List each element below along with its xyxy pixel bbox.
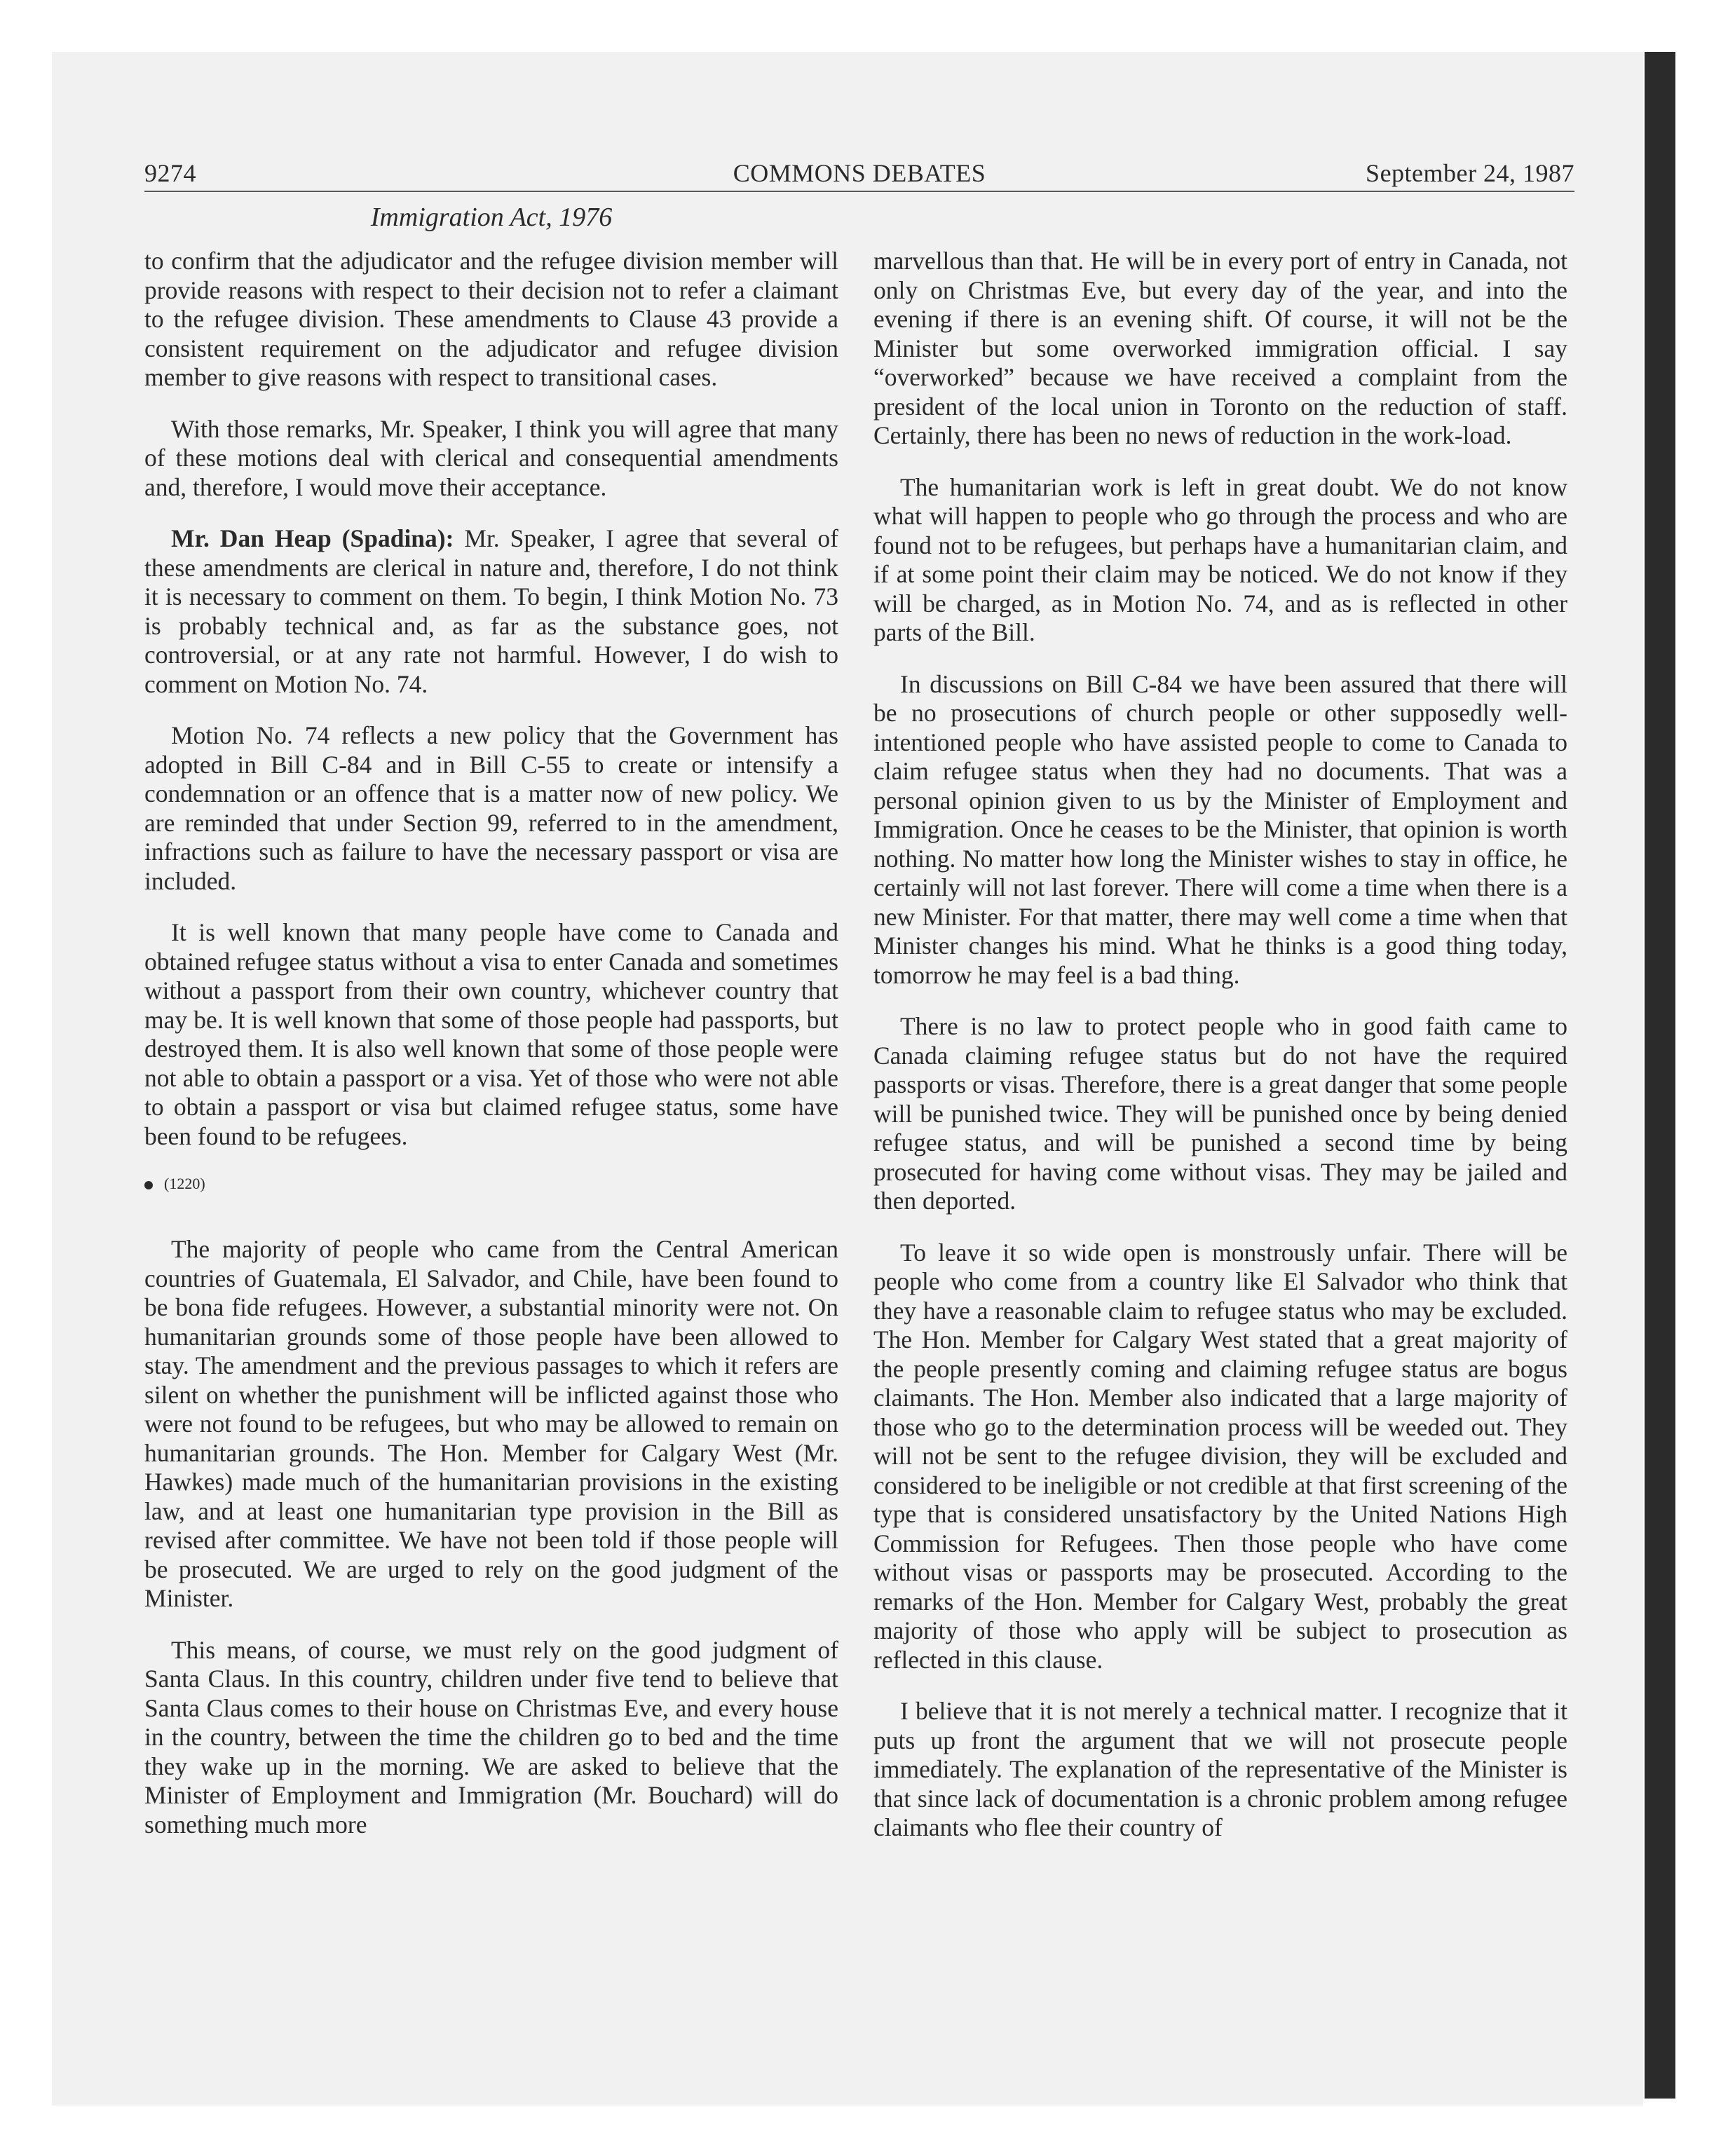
bullet-icon: [144, 1181, 153, 1189]
page-number: 9274: [144, 159, 196, 187]
speech-text: Mr. Speaker, I agree that several of these amendments are clerical in nature and, therefore, I do not think it is necessary to comment on them. To begin, I think Motion No. 73 is probably technical and, as far as the substance goes, not controversial, or at any rate not harmful. However, I do wish to comment on Motion No. 74.: [144, 524, 838, 698]
speaker-name: Mr. Dan Heap (Spadina):: [171, 524, 454, 552]
paragraph: [144, 524, 838, 699]
paragraph: to confirm that the adjudicator and the refugee division member will provide reasons with respect to their decision not to refer a claimant to the refugee division. These amendments to Clause 43 provide a consistent requirement on the adjudicator and refugee division member to give reasons with respect to transitional cases.: [144, 247, 838, 391]
time-marker-text: (1220): [164, 1175, 205, 1192]
paragraph: Motion No. 74 reflects a new policy that the Government has adopted in Bill C-84 and in Bill C-55 to create or intensify a condemnation or an offence that is a matter now of new policy. We are reminded that under Section 99, referred to in the amendment, infractions such as failure to have the necessary passport or visa are included.: [144, 721, 838, 895]
paragraph: This means, of course, we must rely on the good judgment of Santa Claus. In this country, children under five tend to believe that Santa Claus comes to their house on Christmas Eve, and every house in the country, between the time the children go to bed and the time they wake up in the morning. We are asked to believe that the Minister of Employment and Immigration (Mr. Bouchard) will do something much more: [144, 1635, 838, 1838]
time-marker: [144, 1173, 838, 1194]
paragraph: With those remarks, Mr. Speaker, I think you will agree that many of these motions deal with clerical and consequential amendments and, therefore, I would move their acceptance.: [144, 414, 838, 501]
scan-edge-shadow: [1645, 52, 1675, 2099]
running-title: Immigration Act, 1976: [370, 203, 613, 232]
left-column: [144, 247, 838, 1862]
publication-date: September 24, 1987: [1366, 159, 1574, 187]
paragraph: To leave it so wide open is monstrously unfair. There will be people who come from a country like El Salvador who think that they have a reasonable claim to refugee status who may be excluded. The Hon. Member for Calgary West stated that a great majority of the people presently coming and claiming refugee status are bogus claimants. The Hon. Member also indicated that a large majority of those who go to the determination process will be weeded out. They will not be sent to the refugee division, they will be excluded and considered to be ineligible or not credible at that first screening of the type that is considered unsatisfactory by the United Nations High Commission for Refugees. Then those people who have come without visas or passports may be prosecuted. According to the remarks of the Hon. Member for Calgary West, probably the great majority of those who apply will be subject to prosecution as reflected in this clause.: [873, 1238, 1567, 1674]
paragraph: In discussions on Bill C-84 we have been assured that there will be no prosecutions of church people or other supposedly well-intentioned people who have assisted people to come to Canada to claim refugee status when they had no documents. That was a personal opinion given to us by the Minister of Employment and Immigration. Once he ceases to be the Minister, that opinion is worth nothing. No matter how long the Minister wishes to stay in office, he certainly will not last forever. There will come a time when there is a new Minister. For that matter, there may well come a time when that Minister changes his mind. What he thinks is a good thing today, tomorrow he may feel is a bad thing.: [873, 669, 1567, 989]
paragraph: There is no law to protect people who in good faith came to Canada claiming refugee status but do not have the required passports or visas. Therefore, there is a great danger that some people will be punished twice. They will be punished once by being denied refugee status, and will be punished a second time by being prosecuted for having come without visas. They may be jailed and then deported.: [873, 1012, 1567, 1215]
publication-title: COMMONS DEBATES: [733, 159, 986, 187]
paragraph: It is well known that many people have come to Canada and obtained refugee status without a visa to enter Canada and sometimes without a passport from their own country, whichever country that may be. It is well known that some of those people had passports, but destroyed them. It is also well known that some of those people were not able to obtain a passport or a visa. Yet of those who were not able to obtain a passport or visa but claimed refugee status, some have been found to be refugees.: [144, 918, 838, 1150]
paragraph: The humanitarian work is left in great doubt. We do not know what will happen to people who go through the process and who are found not to be refugees, but perhaps have a humanitarian claim, and if at some point their claim may be noticed. We do not know if they will be charged, as in Motion No. 74, and as is reflected in other parts of the Bill.: [873, 472, 1567, 646]
right-column: [873, 247, 1567, 1865]
paragraph: The majority of people who came from the Central American countries of Guatemala, El Salvador, and Chile, have been found to be bona fide refugees. However, a substantial minority were not. On humanitarian grounds some of those people have been allowed to stay. The amendment and the previous passages to which it refers are silent on whether the punishment will be inflicted against those who were not found to be refugees, but who may be allowed to remain on humanitarian grounds. The Hon. Member for Calgary West (Mr. Hawkes) made much of the humanitarian provisions in the existing law, and at least one humanitarian type provision in the Bill as revised after committee. We have not been told if those people will be prosecuted. We are urged to rely on the good judgment of the Minister.: [144, 1235, 838, 1612]
paragraph: I believe that it is not merely a technical matter. I recognize that it puts up front the argument that we will not prosecute people immediately. The explanation of the representative of the Minister is that since lack of documentation is a chronic problem among refugee claimants who flee their country of: [873, 1697, 1567, 1841]
page-header: [144, 156, 1574, 192]
paragraph: marvellous than that. He will be in every port of entry in Canada, not only on Christmas Eve, but every day of the year, and into the evening if there is an evening shift. Of course, it will not be the Minister but some overworked immigration official. I say “overworked” because we have received a complaint from the president of the local union in Toronto on the reduction of staff. Certainly, there has been no news of reduction in the work-load.: [873, 247, 1567, 449]
